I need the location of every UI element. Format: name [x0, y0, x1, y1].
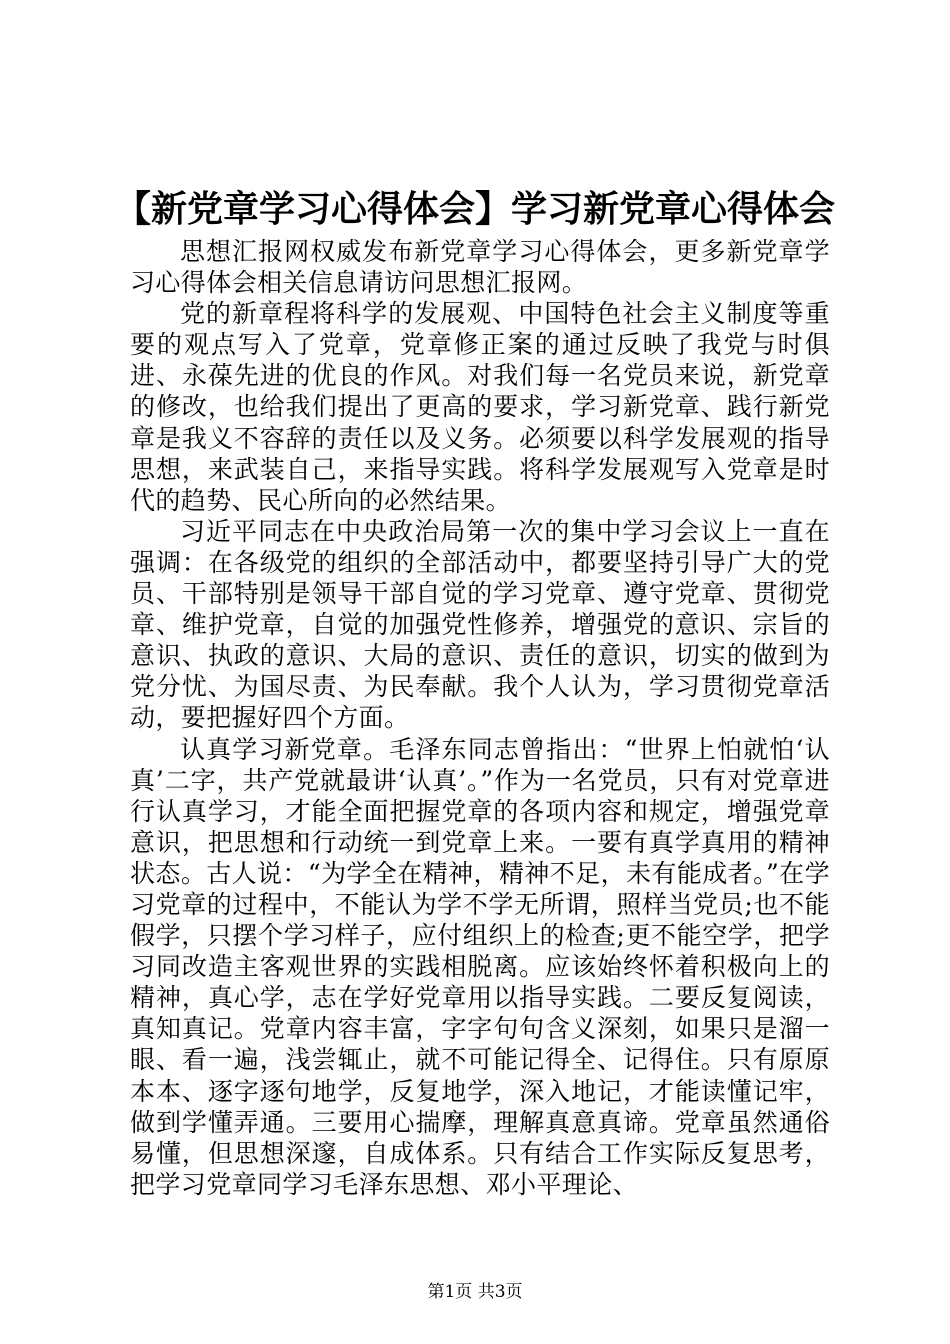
paragraph-new-constitution: 党的新章程将科学的发展观、中国特色社会主义制度等重要的观点写入了党章，党章修正案的通过反映了我党与时俱进、永葆先进的优良的作风。对我们每一名党员来说，新党章的修改，也给我们提出了更高的要求，学习新党章、践行新党章是我义不容辞的责任以及义务。必须要以科学发展观的指导思想，来武装自己，来指导实践。将科学发展观写入党章是时代的趋势、民心所向的必然结果。 [130, 299, 830, 515]
paragraph-serious-study: 认真学习新党章。毛泽东同志曾指出：“世界上怕就怕‘认真’二字，共产党就最讲‘认真’。”作为一名党员，只有对党章进行认真学习，才能全面把握党章的各项内容和规定，增强党章意识，把思想和行动统一到党章上来。一要有真学真用的精神状态。古人说：“为学全在精神，精神不足，未有能成者。”在学习党章的过程中，不能认为学不学无所谓，照样当党员;也不能假学，只摆个学习样子，应付组织上的检查;更不能空学，把学习同改造主客观世界的实践相脱离。应该始终怀着积极向上的精神，真心学，志在学好党章用以指导实践。二要反复阅读，真知真记。党章内容丰富，字字句句含义深刻，如果只是溜一眼、看一遍，浅尝辄止，就不可能记得全、记得住。只有原原本本、逐字逐句地学，反复地学，深入地记，才能读懂记牢，做到学懂弄通。三要用心揣摩，理解真意真谛。党章虽然通俗易懂，但思想深邃，自成体系。只有结合工作实际反复思考，把学习党章同学习毛泽东思想、邓小平理论、 [130, 734, 830, 1199]
document-body [130, 236, 830, 1200]
document-title: 【新党章学习心得体会】学习新党章心得体会 [114, 188, 835, 230]
paragraph-xi-speech: 习近平同志在中央政治局第一次的集中学习会议上一直在强调：在各级党的组织的全部活动中，都要坚持引导广大的党员、干部特别是领导干部自觉的学习党章、遵守党章、贯彻党章、维护党章，自觉的加强党性修养，增强党的意识、宗旨的意识、执政的意识、大局的意识、责任的意识，切实的做到为党分忧、为国尽责、为民奉献。我个人认为，学习贯彻党章活动，要把握好四个方面。 [130, 516, 830, 733]
page-number-footer: 第1页 共3页 [427, 1282, 523, 1302]
paragraph-intro: 思想汇报网权威发布新党章学习心得体会，更多新党章学习心得体会相关信息请访问思想汇报网。 [130, 237, 830, 298]
